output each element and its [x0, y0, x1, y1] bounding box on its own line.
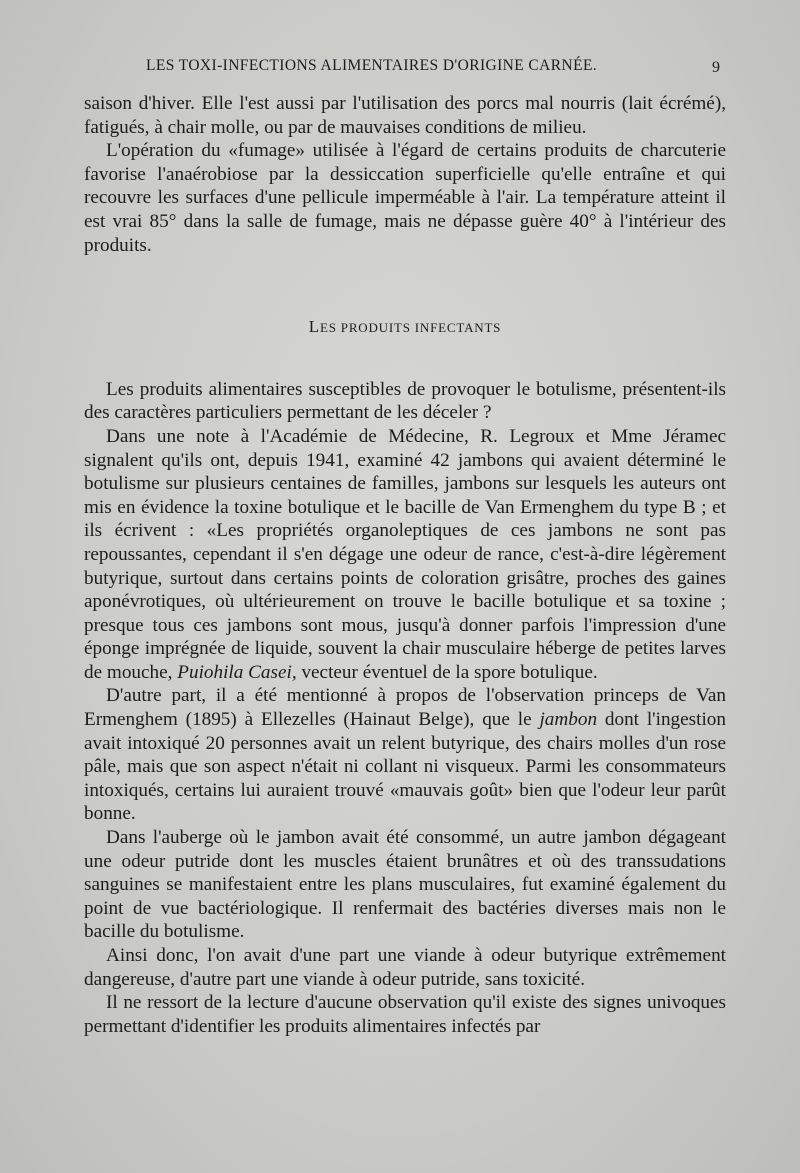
- section-title-rest: ES PRODUITS INFECTANTS: [319, 320, 502, 336]
- paragraph-5-end: dont l'ingestion avait intoxiqué 20 personnes avait un relent butyrique, des chairs molles d'un rose pâle, mais que son aspect n'était ni collant ni visqueux. Parmi les consommateurs intoxiqués, certains lui auraient trouvé «mauvais goût» bien que l'odeur leur parût bonne.: [84, 709, 726, 825]
- body-text: [84, 92, 726, 1038]
- paragraph-3: Les produits alimentaires susceptibles de provoquer le botulisme, présentent-ils des caractères particuliers permettant de les déceler ?: [84, 378, 726, 424]
- paragraph-1: saison d'hiver. Elle l'est aussi par l'utilisation des porcs mal nourris (lait écrémé), fatigués, à chair molle, ou par de mauvaises conditions de milieu.: [84, 93, 726, 138]
- paragraph-5: [84, 684, 726, 826]
- paragraph-7: Ainsi donc, l'on avait d'une part une viande à odeur butyrique extrêmement dangereuse, d'autre part une viande à odeur putride, sans toxicité.: [84, 945, 726, 990]
- page-number: 9: [712, 59, 720, 76]
- jambon-italic: jambon: [539, 709, 598, 731]
- paragraph-5-start: D'autre part, il a été mentionné à propos de l'observation princeps de Van Ermenghem (1895) à Ellezelles (Hainaut Belge), que le: [84, 685, 726, 731]
- paragraph-8: Il ne ressort de la lecture d'aucune observation qu'il existe des signes univoques permettant d'identifier les produits alimentaires infectés par: [84, 992, 726, 1037]
- section-title-initial: L: [308, 317, 320, 337]
- paragraph-6: Dans l'auberge où le jambon avait été consommé, un autre jambon dégageant une odeur putride dont les muscles étaient brunâtres et où des transsudations sanguines se manifestaient entre les plans musculaires, fut examiné également du point de vue bactériologique. Il renfermait des bactéries diverses mais non le bacille du botulisme.: [84, 827, 726, 943]
- page-header: [84, 57, 720, 83]
- running-head: LES TOXI-INFECTIONS ALIMENTAIRES D'ORIGINE CARNÉE.: [146, 57, 598, 74]
- species-name: Puiohila Casei,: [177, 661, 297, 683]
- section-title: [84, 315, 726, 340]
- paragraph-4-text: Dans une note à l'Académie de Médecine, R. Legroux et Mme Jéramec signalent qu'ils ont, depuis 1941, examiné 42 jambons qui avaient déterminé le botulisme sur plusieurs centaines de familles, jambons sur lesquels les auteurs ont mis en évidence la toxine botulique et le bacille de Van Ermenghem du type B ; et ils écrivent : «Les propriétés organoleptiques de ces jambons ne sont pas repoussantes, cependant il s'en dégage une odeur de rance, c'est-à-dire légèrement butyrique, surtout dans certains points de coloration grisâtre, proches des gaines aponévrotiques, où ultérieurement on trouve le bacille botulique et sa toxine ; presque tous ces jambons sont mous, jusqu'à donner parfois l'impression d'une éponge imprégnée de liquide, souvent la chair musculaire héberge de petites larves de mouche,: [84, 425, 726, 683]
- paragraph-4-end: vecteur éventuel de la spore botulique.: [296, 661, 598, 683]
- paragraph-4: [84, 425, 726, 685]
- paragraph-2: L'opération du «fumage» utilisée à l'égard de certains produits de charcuterie favorise l'anaérobiose par la dessiccation superficielle qu'elle entraîne et qui recouvre les surfaces d'une pellicule imperméable à l'air. La température atteint il est vrai 85° dans la salle de fumage, mais ne dépasse guère 40° à l'intérieur des produits.: [84, 140, 726, 256]
